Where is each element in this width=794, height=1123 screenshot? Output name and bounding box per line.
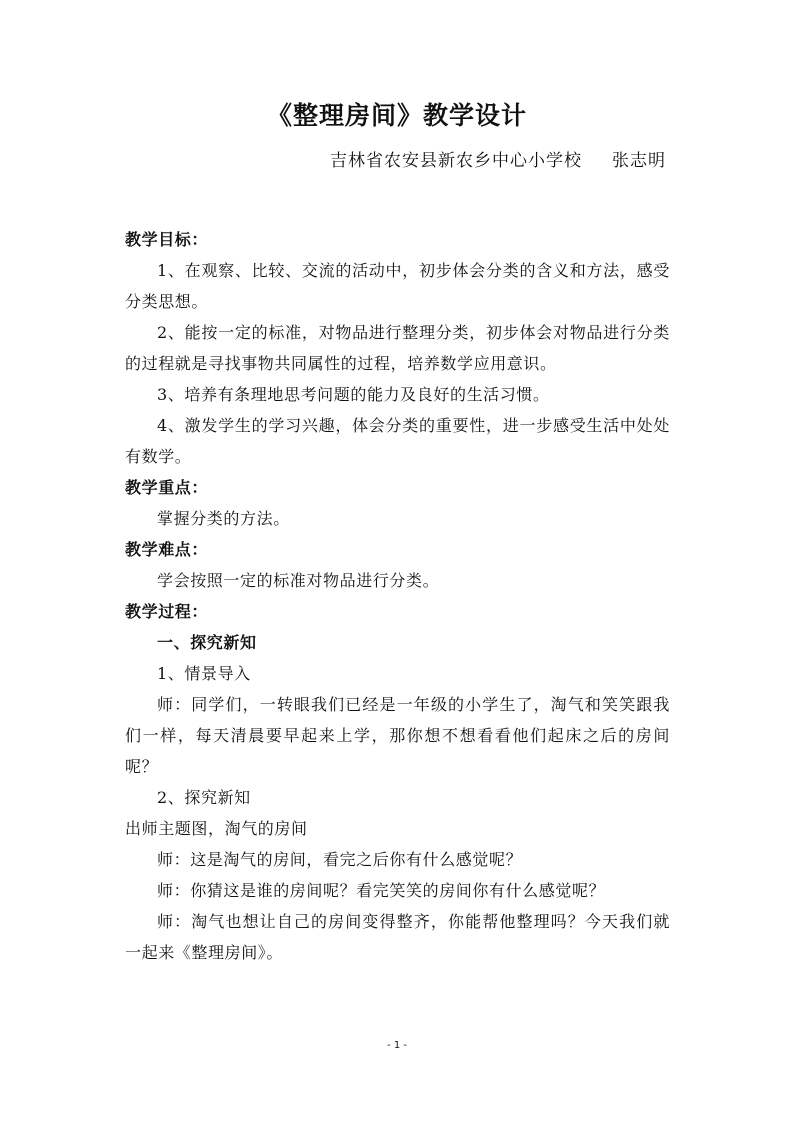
key-point-heading: 教学重点： (125, 478, 209, 497)
step2-title: 2、探究新知 (157, 788, 251, 807)
step2-line: 师：你猜这是谁的房间呢？看完笑笑的房间你有什么感觉呢？ (157, 881, 606, 900)
objective-item: 4、激发学生的学习兴趣，体会分类的重要性，进一步感受生活中处处有数学。 (125, 416, 670, 466)
step1-title: 1、情景导入 (157, 664, 251, 683)
difficulty-text: 学会按照一定的标准对物品进行分类。 (157, 571, 440, 590)
page-number: - 1 - (387, 1040, 407, 1051)
step1-text: 师：同学们，一转眼我们已经是一年级的小学生了，淘气和笑笑跟我们一样，每天清晨要早起来上学，那你想不想看看他们起床之后的房间呢？ (125, 695, 670, 776)
step2-line: 师：淘气也想让自己的房间变得整齐，你能帮他整理吗？今天我们就一起来《整理房间》。 (125, 912, 670, 962)
document-title: 《整理房间》教学设计 (266, 101, 527, 130)
key-point-text: 掌握分类的方法。 (157, 509, 290, 528)
author-name: 张志明 (612, 151, 666, 171)
objective-item: 3、培养有条理地思考问题的能力及良好的生活习惯。 (157, 385, 550, 404)
objective-item: 1、在观察、比较、交流的活动中，初步体会分类的含义和方法，感受分类思想。 (125, 261, 670, 311)
process-part-heading: 一、探究新知 (157, 633, 257, 652)
step2-line: 出师主题图，淘气的房间 (125, 819, 308, 838)
author-line (0, 146, 666, 171)
document-body (125, 224, 670, 968)
objective-item: 2、能按一定的标准，对物品进行整理分类，初步体会对物品进行分类的过程就是寻找事物共同属性的过程，培养数学应用意识。 (125, 323, 670, 373)
author-school: 吉林省农安县新农乡中心小学校 (330, 151, 582, 171)
difficulty-heading: 教学难点： (125, 540, 209, 559)
objectives-heading: 教学目标： (125, 230, 209, 249)
step2-line: 师：这是淘气的房间，看完之后你有什么感觉呢？ (157, 850, 523, 869)
process-heading: 教学过程： (125, 602, 209, 621)
